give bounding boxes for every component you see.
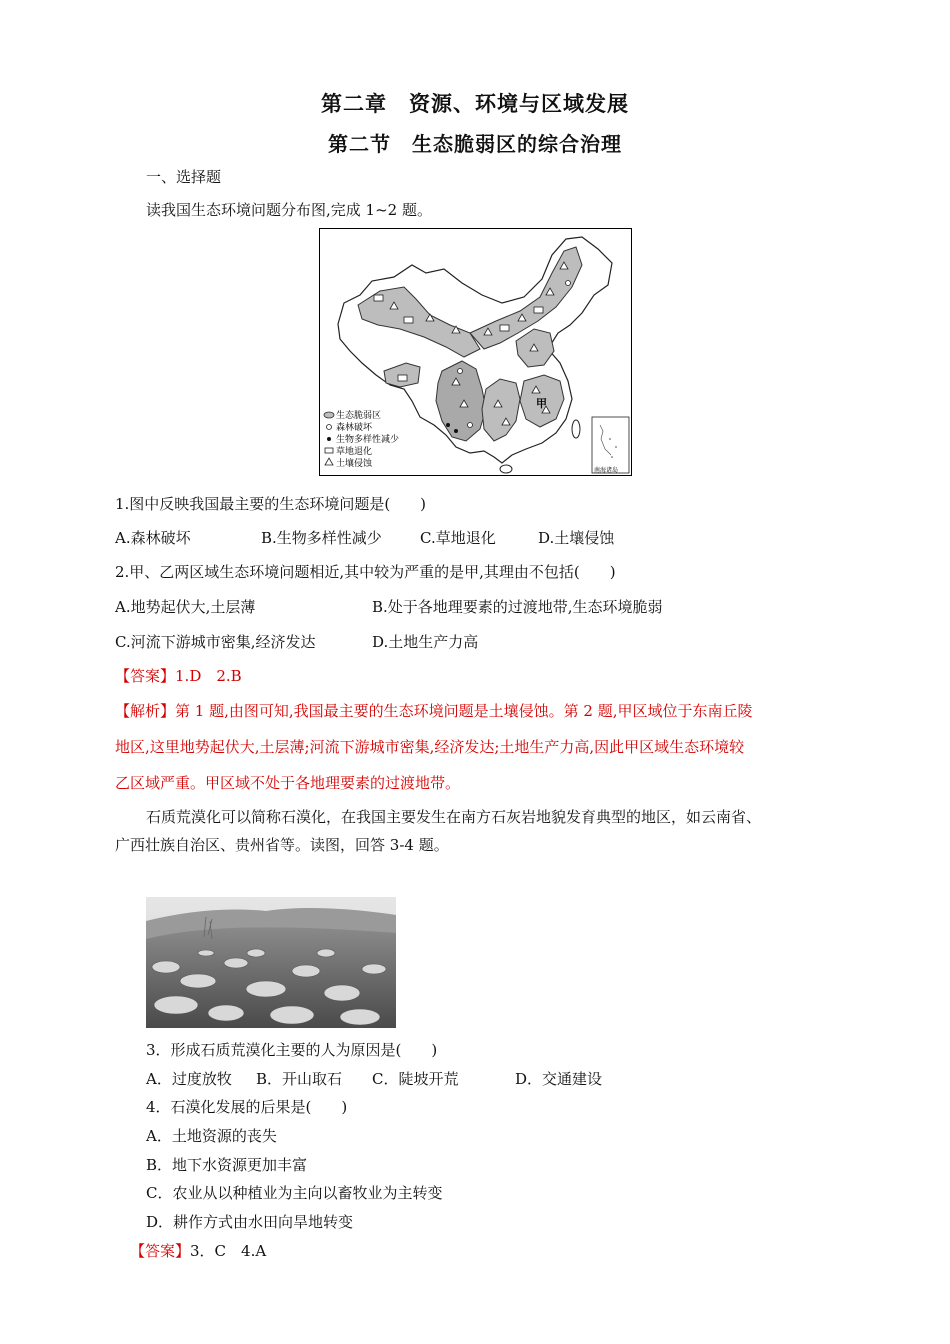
q4-stem: 4．石漠化发展的后果是( ) xyxy=(146,1098,348,1116)
region-jia-label: 甲 xyxy=(536,397,547,410)
analysis-tag: 【解析】 xyxy=(115,702,176,720)
legend-fragile-swatch xyxy=(324,412,334,418)
q1-option-b: B.生物多样性减少 xyxy=(261,529,382,547)
passage-line-1: 石质荒漠化可以简称石漠化，在我国主要发生在南方石灰岩地貌发育典型的地区，如云南省、 xyxy=(146,808,762,826)
answer-text: 1.D 2.B xyxy=(175,667,242,685)
q2-option-c: C.河流下游城市密集,经济发达 xyxy=(115,633,316,651)
rocky-desertification-photo xyxy=(146,897,396,1028)
forest-destruction-symbol xyxy=(468,423,473,428)
q4-option-c: C．农业从以种植业为主向以畜牧业为主转变 xyxy=(146,1184,443,1202)
q1-option-d: D.土壤侵蚀 xyxy=(538,529,615,547)
grassland-symbol xyxy=(404,317,413,323)
analysis-text-1: 第 1 题,由图可知,我国最主要的生态环境问题是土壤侵蚀。第 2 题,甲区域位于东南丘陵 xyxy=(175,702,753,720)
section-title: 第二节 生态脆弱区的综合治理 xyxy=(328,132,622,156)
answer-2-tag: 【答案】 xyxy=(130,1242,191,1260)
analysis-line-1 xyxy=(115,700,752,721)
analysis-line-3: 乙区域严重。甲区域不处于各地理要素的过渡地带。 xyxy=(115,774,461,792)
grassland-symbol xyxy=(398,375,407,381)
answer-2 xyxy=(130,1240,266,1261)
q2-option-d: D.土地生产力高 xyxy=(372,633,479,651)
legend-biodiversity-label: 生物多样性减少 xyxy=(336,435,400,445)
inset-label: 南海诸岛 xyxy=(594,467,619,474)
answer-2-text: 3．C 4.A xyxy=(190,1242,267,1260)
q4-option-d: D．耕作方式由水田向旱地转变 xyxy=(146,1213,354,1231)
q3-stem: 3．形成石质荒漠化主要的人为原因是( ) xyxy=(146,1041,438,1059)
legend-forest-label: 森林破坏 xyxy=(336,423,373,433)
forest-destruction-symbol xyxy=(566,281,571,286)
q1-stem: 1.图中反映我国最主要的生态环境问题是( ) xyxy=(115,495,427,513)
passage-line-2: 广西壮族自治区、贵州省等。读图，回答 3-4 题。 xyxy=(115,836,449,854)
q3-option-c: C．陡坡开荒 xyxy=(372,1070,459,1088)
legend-biodiversity-swatch xyxy=(327,437,331,441)
q2-stem: 2.甲、乙两区域生态环境问题相近,其中较为严重的是甲,其理由不包括( ) xyxy=(115,563,616,581)
map-intro: 读我国生态环境问题分布图,完成 1~2 题。 xyxy=(146,201,432,219)
q3-option-b: B．开山取石 xyxy=(256,1070,343,1088)
answer-tag: 【答案】 xyxy=(115,667,176,685)
taiwan-island xyxy=(572,420,580,438)
answer-1 xyxy=(115,665,242,686)
q2-option-a: A.地势起伏大,土层薄 xyxy=(115,598,256,616)
legend-erosion-swatch xyxy=(325,458,333,465)
forest-destruction-symbol xyxy=(458,369,463,374)
south-sea-inset xyxy=(592,417,629,473)
hainan-island xyxy=(500,465,512,473)
analysis-line-2: 地区,这里地势起伏大,土层薄;河流下游城市密集,经济发达;土地生产力高,因此甲区域生态环境较 xyxy=(115,738,745,756)
q4-option-b: B．地下水资源更加丰富 xyxy=(146,1156,308,1174)
chapter-title: 第二章 资源、环境与区域发展 xyxy=(321,91,629,116)
legend-forest-swatch xyxy=(327,425,332,430)
q3-option-d: D．交通建设 xyxy=(515,1070,603,1088)
q4-option-a: A．土地资源的丧失 xyxy=(146,1127,277,1145)
legend-fragile-label: 生态脆弱区 xyxy=(336,411,382,421)
biodiversity-symbol xyxy=(454,429,458,433)
legend-grassland-label: 草地退化 xyxy=(336,447,373,457)
grassland-symbol xyxy=(374,295,383,301)
legend-erosion-label: 土壤侵蚀 xyxy=(336,459,373,469)
biodiversity-symbol xyxy=(446,423,450,427)
grassland-symbol xyxy=(534,307,543,313)
ecological-problems-map xyxy=(319,228,632,476)
q3-option-a: A．过度放牧 xyxy=(146,1070,232,1088)
legend-grassland-swatch xyxy=(325,448,333,453)
q1-option-c: C.草地退化 xyxy=(420,529,496,547)
q1-option-a: A.森林破坏 xyxy=(115,529,191,547)
grassland-symbol xyxy=(500,325,509,331)
q2-option-b: B.处于各地理要素的过渡地带,生态环境脆弱 xyxy=(372,598,663,616)
section-heading: 一、选择题 xyxy=(146,168,222,186)
